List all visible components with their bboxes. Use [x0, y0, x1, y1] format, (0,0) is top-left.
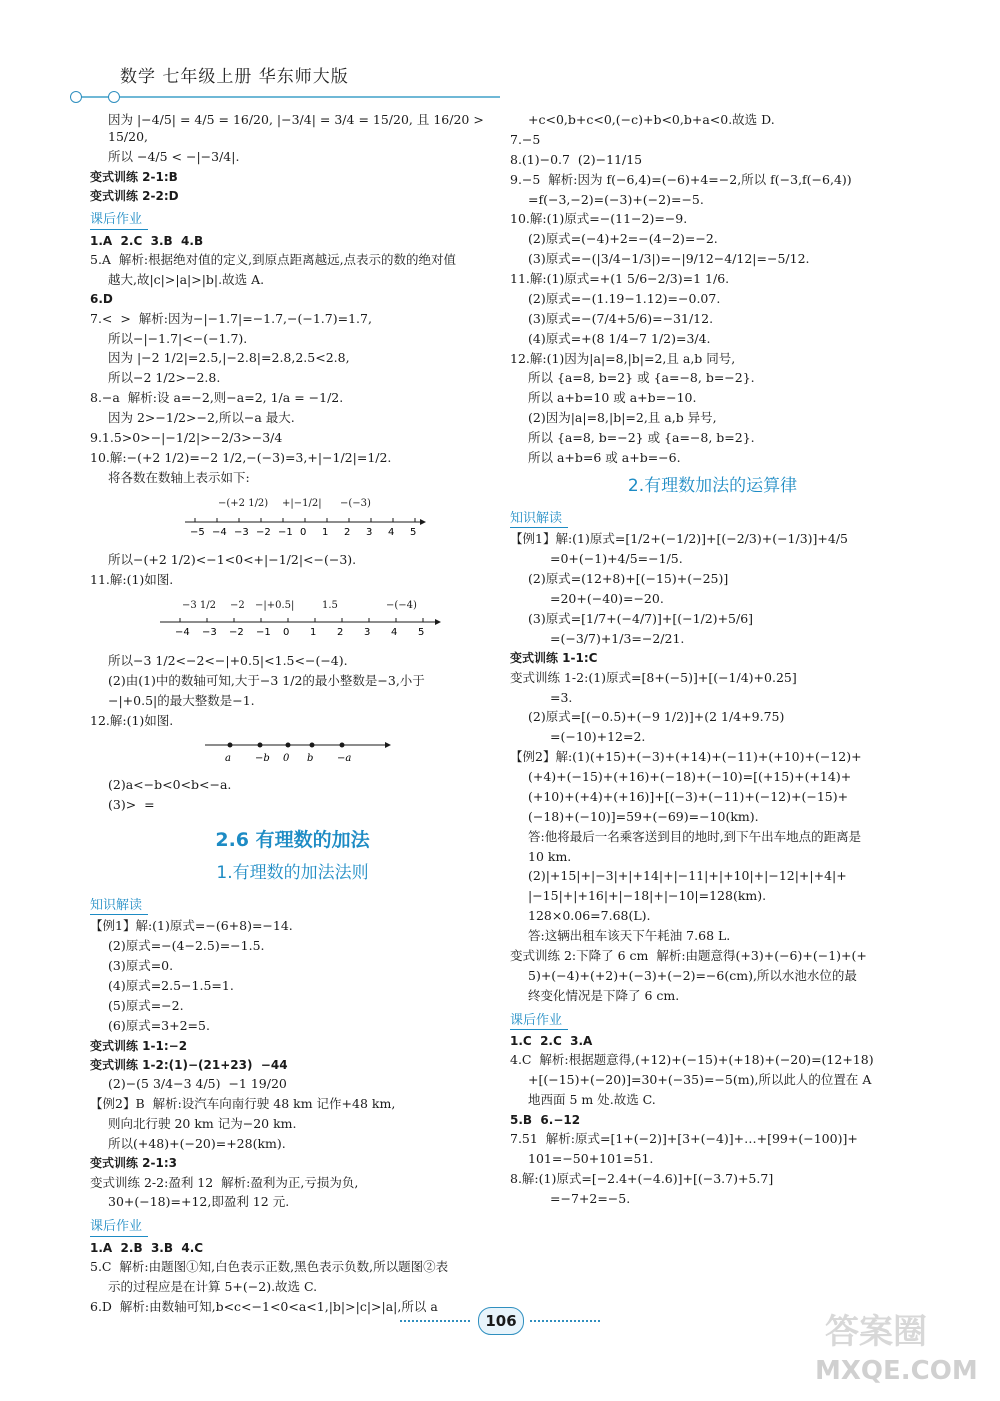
text-line: 【例1】解:(1)原式=−(6+8)=−14. — [90, 918, 293, 934]
text-line: =20+(−40)=−20. — [550, 590, 664, 606]
text-line: 则向北行驶 20 km 记为−20 km. — [108, 1115, 297, 1131]
text-line: (6)原式=3+2=5. — [108, 1017, 210, 1033]
text-line: 示的过程应是在计算 5+(−2).故选 C. — [108, 1278, 318, 1294]
text-line: 变式训练 1-2:(1)原式=[8+(−5)]+[(−1/4)+0.25] — [510, 669, 797, 685]
text-line: +[(−15)+(−20)]=30+(−35)=−5(m),所以此人的位置在 A — [528, 1072, 872, 1088]
numline-tick-label: 2 — [337, 627, 344, 639]
text-line: 变式训练 1-1:−2 — [90, 1038, 188, 1053]
page-header — [70, 58, 500, 108]
text-line: 所以−|−1.7|<−(−1.7). — [108, 330, 248, 346]
text-line: (3)> = — [108, 797, 155, 813]
text-line: |−15|+|+16|+|−18|+|−10|=128(km). — [528, 888, 767, 904]
numline-tick-label: 2 — [344, 526, 351, 538]
text-line: 答:这辆出租车该天下午耗油 7.68 L. — [528, 928, 731, 944]
numline-label: −2 — [230, 600, 245, 612]
text-line: (2)原式=(12+8)+[(−15)+(−25)] — [528, 570, 729, 586]
text-line: 所以−(+2 1/2)<−1<0<+|−1/2|<−(−3). — [108, 552, 357, 568]
text-line: 7.51 解析:原式=[1+(−2)]+[3+(−4)]+…+[99+(−100)]+ — [510, 1131, 858, 1147]
numline-tick-label: 0 — [300, 526, 307, 538]
text-line: 11.解:(1)如图. — [90, 572, 174, 588]
text-line: (3)原式=−(7/4+5/6)=−31/12. — [528, 310, 714, 326]
text-line: 因为 |−4/5| = 4/5 = 16/20, |−3/4| = 3/4 = 15/20, 且 16/20 > 15/20, — [108, 112, 488, 144]
text-line: 所以 {a=8, b=2} 或 {a=−8, b=−2}. — [528, 370, 755, 386]
numline-tick-label: −1 — [278, 526, 293, 538]
text-line: 7.< > 解析:因为−|−1.7|=−1.7,−(−1.7)=1.7, — [90, 310, 372, 326]
text-line: (2)|+15|+|−3|+|+14|+|−11|+|+10|+|−12|+|+4|+ — [528, 868, 847, 884]
text-line: 11.解:(1)原式=+(1 5/6−2/3)=1 1/6. — [510, 271, 730, 286]
text-line: 变式训练 1-1:C — [510, 651, 598, 666]
text-line: 128×0.06=7.68(L). — [528, 908, 651, 924]
section-label: 课后作业 — [90, 1218, 148, 1237]
numline-point — [228, 742, 233, 747]
numline-tick-label: −4 — [212, 526, 227, 538]
text-line: (2)原式=−(1.19−1.12)=−0.07. — [528, 290, 721, 306]
numline-tick-label: −3 — [202, 627, 217, 639]
text-line: 30+(−18)=+12,即盈利 12 元. — [108, 1194, 290, 1210]
text-line: 所以 −4/5 < −|−3/4|. — [108, 148, 240, 164]
text-line: 所以−2 1/2>−2.8. — [108, 370, 221, 386]
text-line: 所以−3 1/2<−2<−|+0.5|<1.5<−(−4). — [108, 653, 348, 669]
section-label: 课后作业 — [510, 1012, 568, 1031]
text-line: =3. — [550, 689, 573, 705]
numline-tick-label: −2 — [229, 627, 244, 639]
text-line: (3)原式=0. — [108, 958, 174, 974]
text-line: 变式训练 2-1:B — [90, 169, 178, 184]
text-line: 所以 a+b=10 或 a+b=−10. — [528, 390, 697, 406]
watermark — [815, 1310, 990, 1390]
numline-point-label: a — [225, 752, 231, 764]
text-line: =(−10)+12=2. — [550, 729, 646, 745]
text-line: 5.C 解析:由题图①知,白色表示正数,黑色表示负数,所以题图②表 — [90, 1259, 449, 1275]
text-line: 5.B 6.−12 — [510, 1112, 581, 1127]
number-line-q11 — [90, 596, 495, 642]
text-line: (2)原式=[(−0.5)+(−9 1/2)]+(2 1/4+9.75) — [528, 709, 785, 725]
text-line: (+4)+(−15)+(+16)+(−18)+(−10)=[(+15)+(+14)+ — [528, 769, 852, 785]
text-line: 8.(1)−0.7 (2)−11/15 — [510, 151, 643, 167]
text-line: =0+(−1)+4/5=−1/5. — [550, 551, 683, 567]
subsection-heading: 1.有理数的加法法则 — [216, 862, 369, 883]
subsection-heading: 2.有理数加法的运算律 — [627, 475, 798, 496]
text-line: 所以 {a=8, b=−2} 或 {a=−8, b=2}. — [528, 430, 755, 445]
numline-point-label: b — [307, 752, 314, 764]
left-column — [90, 112, 495, 1319]
text-line: 4.C 解析:根据题意得,(+12)+(−15)+(+18)+(−20)=(12+18) — [510, 1052, 874, 1068]
text-line: 所以(+48)+(−20)=+28(km). — [108, 1135, 286, 1151]
numline-arrow — [420, 519, 426, 525]
text-line: =−7+2=−5. — [550, 1190, 631, 1206]
text-line: 1.C 2.C 3.A — [510, 1034, 593, 1049]
text-line: 地西面 5 m 处.故选 C. — [528, 1092, 656, 1108]
text-line: 8.解:(1)原式=[−2.4+(−4.6)]+[(−3.7)+5.7] — [510, 1170, 774, 1186]
text-line: =f(−3,−2)=(−3)+(−2)=−5. — [528, 191, 704, 207]
text-line: 变式训练 2-1:3 — [90, 1156, 178, 1171]
section-label: 知识解读 — [510, 510, 568, 529]
text-line: 5)+(−4)+(+2)+(−3)+(−2)=−6(cm),所以水池水位的最 — [528, 967, 857, 983]
numline-point-label: 0 — [283, 752, 290, 764]
text-line: 5.A 解析:根据绝对值的定义,到原点距离越远,点表示的数的绝对值 — [90, 251, 457, 267]
numline-tick-label: −1 — [256, 627, 271, 639]
header-dot — [70, 91, 82, 103]
numline-tick-label: −4 — [175, 627, 190, 639]
text-line: (+10)+(+4)+(+16)]+[(−3)+(−11)+(−12)+(−15)+ — [528, 788, 849, 804]
header-rule — [70, 96, 500, 98]
text-line: (−18)+(−10)]=59+(−69)=−10(km). — [528, 808, 759, 824]
number-line-q12 — [90, 737, 495, 767]
numline-tick-label: 5 — [418, 627, 425, 639]
text-line: +c<0,b+c<0,(−c)+b<0,b+a<0.故选 D. — [528, 112, 775, 127]
numline-tick-label: 3 — [364, 627, 371, 639]
text-line: (4)原式=2.5−1.5=1. — [108, 977, 234, 993]
text-line: 变式训练 2:下降了 6 cm 解析:由题意得(+3)+(−6)+(−1)+(+ — [510, 947, 867, 963]
footer-dots — [400, 1320, 470, 1322]
text-line: (2)−(5 3/4−3 4/5) −1 19/20 — [108, 1075, 287, 1091]
text-line: 10.解:−(+2 1/2)=−2 1/2,−(−3)=3,+|−1/2|=1/2. — [90, 449, 392, 465]
numline-label: +|−1/2| — [282, 497, 322, 509]
page-number: 106 — [478, 1307, 524, 1335]
numline-tick-label: 5 — [410, 526, 417, 538]
numline-label: −(+2 1/2) — [218, 497, 269, 509]
numline-point-label: −a — [337, 752, 352, 764]
right-column — [510, 112, 915, 1211]
section-label: 知识解读 — [90, 897, 148, 916]
numline-label: −(−4) — [386, 600, 417, 612]
text-line: (2)因为|a|=8,|b|=2,且 a,b 异号, — [528, 410, 717, 426]
numline-tick-label: 4 — [388, 526, 395, 538]
header-title: 数学 七年级上册 华东师大版 — [120, 67, 349, 87]
text-line: =(−3/7)+1/3=−2/21. — [550, 630, 685, 646]
numline-tick-label: 4 — [391, 627, 398, 639]
text-line: 变式训练 2-2:盈利 12 解析:盈利为正,亏损为负, — [90, 1174, 359, 1190]
numline-label: 1.5 — [322, 600, 338, 612]
text-line: (2)原式=(−4)+2=−(4−2)=−2. — [528, 231, 718, 247]
text-line: 10 km. — [528, 848, 572, 864]
text-line: 9.1.5>0>−|−1/2|>−2/3>−3/4 — [90, 429, 283, 445]
numline-tick-label: 0 — [283, 627, 290, 639]
text-line: 答:他将最后一名乘客送到目的地时,到下午出车地点的距离是 — [528, 828, 862, 844]
number-line-q10 — [90, 494, 495, 542]
numline-arrow — [435, 619, 441, 625]
text-line: 101=−50+101=51. — [528, 1150, 654, 1166]
numline-label: −3 1/2 — [182, 600, 217, 612]
text-line: (2)a<−b<0<b<−a. — [108, 777, 232, 793]
text-line: 【例2】B 解析:设汽车向南行驶 48 km 记作+48 km, — [90, 1095, 396, 1111]
section-label: 课后作业 — [90, 211, 148, 230]
section-heading: 2.6 有理数的加法 — [215, 829, 370, 852]
text-line: 12.解:(1)因为|a|=8,|b|=2,且 a,b 同号, — [510, 350, 736, 366]
text-line: (2)原式=−(4−2.5)=−1.5. — [108, 938, 265, 954]
watermark-logo: 答案圈 — [825, 1312, 927, 1352]
numline-point-label: −b — [255, 752, 270, 764]
text-line: (4)原式=+(8 1/4−7 1/2)=3/4. — [528, 330, 711, 346]
numline-tick-label: 3 — [366, 526, 373, 538]
text-line: 8.−a 解析:设 a=−2,则−a=2, 1/a = −1/2. — [90, 390, 344, 406]
text-line: 9.−5 解析:因为 f(−6,4)=(−6)+4=−2,所以 f(−3,f(−6,4)) — [510, 171, 852, 187]
text-line: 变式训练 2-2:D — [90, 188, 179, 203]
text-line: (3)原式=[1/7+(−4/7)]+[(−1/2)+5/6] — [528, 610, 754, 626]
text-line: (3)原式=−(|3/4−1/3|)=−|9/12−4/12|=−5/12. — [528, 251, 810, 267]
text-line: 将各数在数轴上表示如下: — [108, 469, 250, 485]
numline-point — [286, 742, 291, 747]
numline-arrow — [385, 742, 391, 748]
text-line: 变式训练 1-2:(1)−(21+23) −44 — [90, 1057, 288, 1072]
numline-tick-label: −2 — [256, 526, 271, 538]
numline-label: −(−3) — [340, 497, 371, 509]
text-line: 1.A 2.B 3.B 4.C — [90, 1240, 204, 1255]
text-line: 【例1】解:(1)原式=[1/2+(−1/2)]+[(−2/3)+(−1/3)]+4/5 — [510, 531, 849, 547]
numline-point — [310, 742, 315, 747]
text-line: (2)由(1)中的数轴可知,大于−3 1/2的最小整数是−3,小于 — [108, 672, 425, 688]
text-line: 1.A 2.C 3.B 4.B — [90, 233, 204, 248]
numline-tick-label: −5 — [190, 526, 205, 538]
text-line: 12.解:(1)如图. — [90, 712, 174, 728]
numline-tick-label: 1 — [310, 627, 317, 639]
numline-tick-label: −3 — [234, 526, 249, 538]
text-line: (5)原式=−2. — [108, 997, 184, 1013]
header-dot — [108, 91, 120, 103]
text-line: 6.D 解析:由数轴可知,b<c<−1<0<a<1,|b|>|c|>|a|,所以 a — [90, 1298, 438, 1314]
text-line: −|+0.5|的最大整数是−1. — [108, 692, 255, 708]
text-line: 7.−5 — [510, 131, 541, 147]
text-line: 所以 a+b=6 或 a+b=−6. — [528, 449, 681, 465]
text-line: 终变化情况是下降了 6 cm. — [528, 987, 680, 1003]
numline-point — [258, 742, 263, 747]
text-line: 因为 |−2 1/2|=2.5,|−2.8|=2.8,2.5<2.8, — [108, 350, 350, 366]
watermark-url: MXQE.COM — [815, 1356, 978, 1386]
footer-dots — [530, 1320, 600, 1322]
text-line: 【例2】解:(1)(+15)+(−3)+(+14)+(−11)+(+10)+(−12)+ — [510, 749, 862, 765]
numline-tick-label: 1 — [322, 526, 329, 538]
text-line: 6.D — [90, 292, 113, 307]
numline-label: −|+0.5| — [255, 600, 295, 612]
text-line: 越大,故|c|>|a|>|b|.故选 A. — [108, 271, 265, 287]
text-line: 因为 2>−1/2>−2,所以−a 最大. — [108, 410, 295, 426]
text-line: 10.解:(1)原式=−(11−2)=−9. — [510, 211, 688, 227]
numline-point — [340, 742, 345, 747]
